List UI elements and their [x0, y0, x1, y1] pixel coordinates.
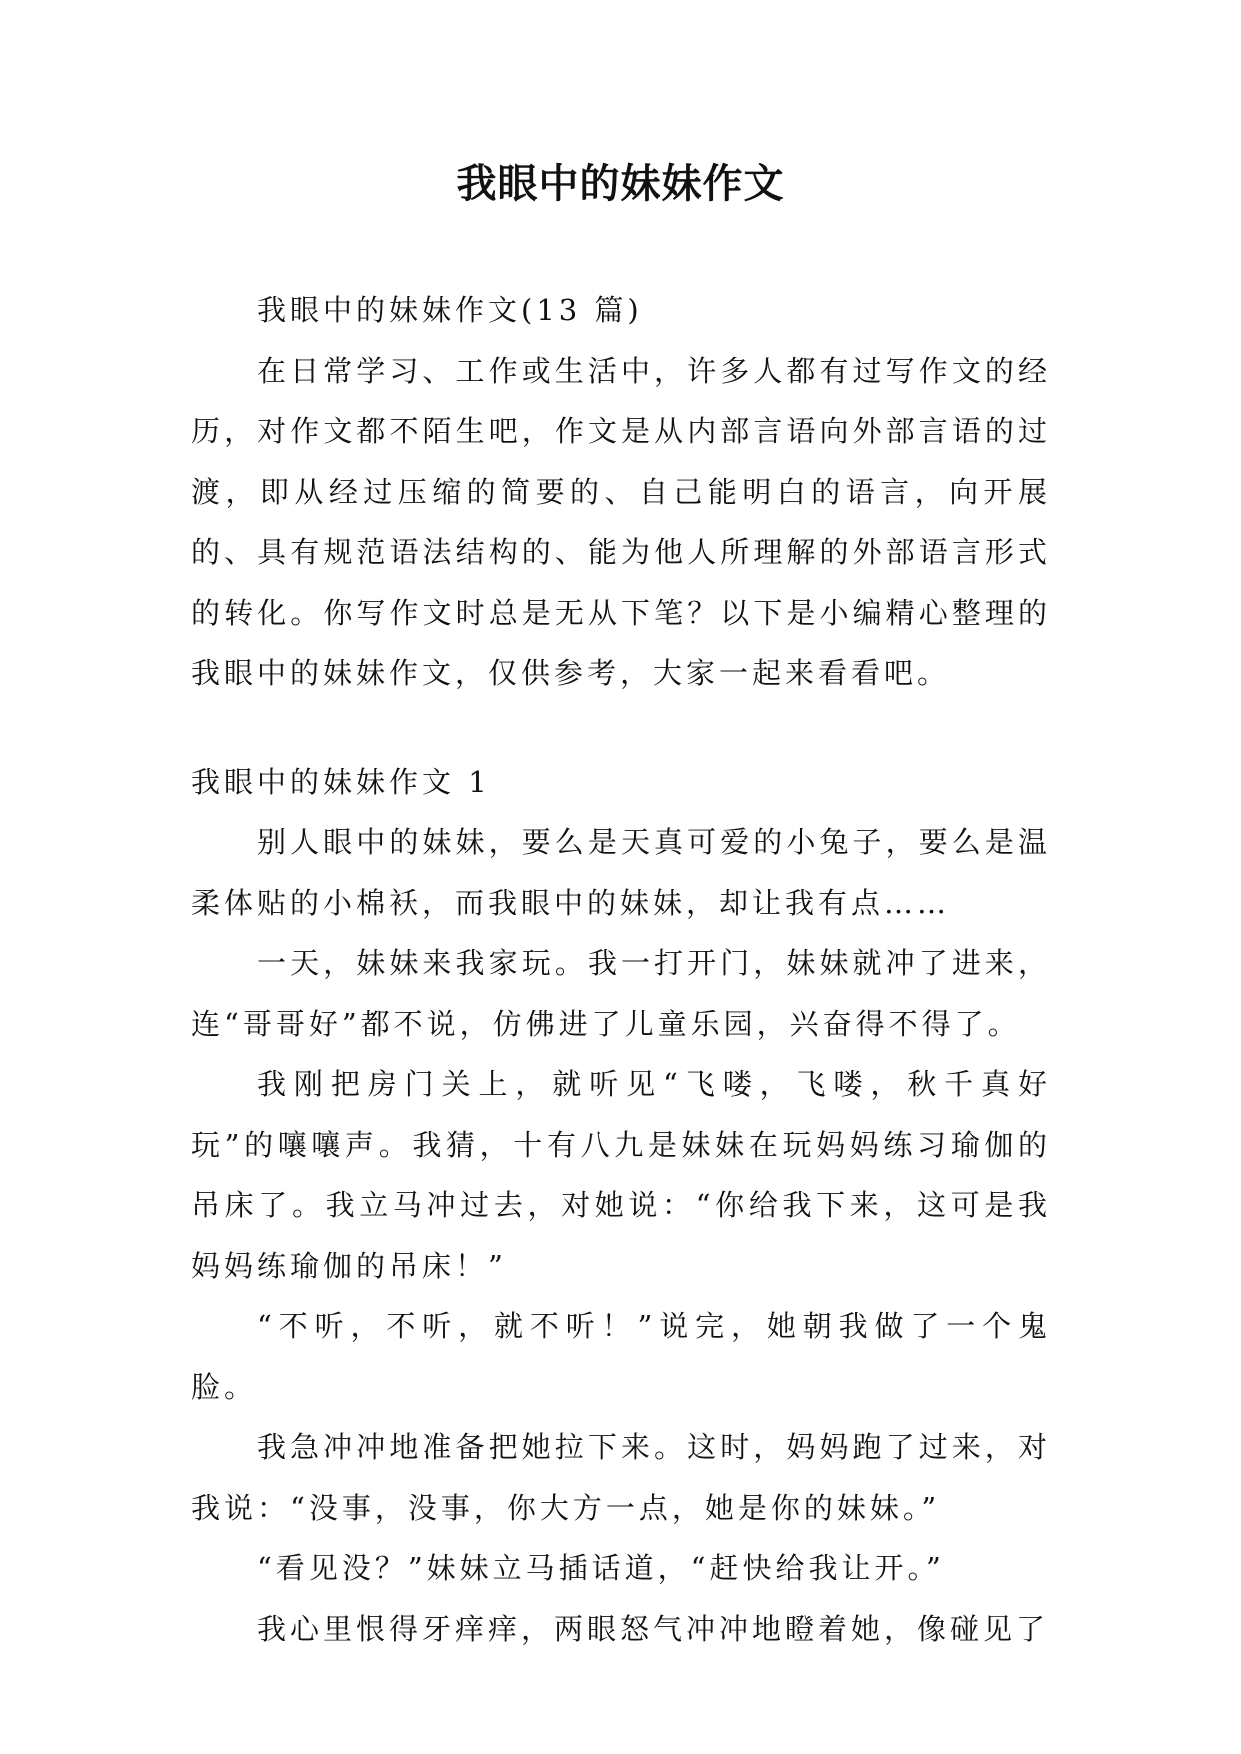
- document-body: [191, 280, 1051, 1659]
- body-paragraph: 一天，妹妹来我家玩。我一打开门，妹妹就冲了进来，连“哥哥好”都不说，仿佛进了儿童乐园，兴奋得不得了。: [191, 946, 1051, 1041]
- section-heading: 我眼中的妹妹作文 1: [191, 764, 491, 799]
- body-paragraph: 我心里恨得牙痒痒，两眼怒气冲冲地瞪着她，像碰见了: [257, 1611, 1050, 1646]
- body-paragraph: 我急冲冲地准备把她拉下来。这时，妈妈跑了过来，对我说：“没事，没事，你大方一点，她是你的妹妹。”: [191, 1430, 1051, 1525]
- body-paragraph: “看见没？”妹妹立马插话道，“赶快给我让开。”: [257, 1551, 945, 1585]
- body-paragraph: “不听，不听，就不听！”说完，她朝我做了一个鬼脸。: [191, 1309, 1051, 1404]
- body-paragraph: 我刚把房门关上，就听见“飞喽，飞喽，秋千真好玩”的嚷嚷声。我猜，十有八九是妹妹在玩妈妈练习瑜伽的吊床了。我立马冲过去，对她说：“你给我下来，这可是我妈妈练瑜伽的吊床！”: [191, 1067, 1051, 1283]
- intro-paragraph: 在日常学习、工作或生活中，许多人都有过写作文的经历，对作文都不陌生吧，作文是从内部言语向外部言语的过渡，即从经过压缩的简要的、自己能明白的语言，向开展的、具有规范语法结构的、能为他人所理解的外部语言形式的转化。你写作文时总是无从下笔？以下是小编精心整理的我眼中的妹妹作文，仅供参考，大家一起来看看吧。: [191, 353, 1051, 690]
- body-paragraph: 别人眼中的妹妹，要么是天真可爱的小兔子，要么是温柔体贴的小棉袄，而我眼中的妹妹，却让我有点……: [191, 825, 1051, 920]
- document-subtitle: 我眼中的妹妹作文(13 篇): [257, 293, 643, 327]
- document-title: 我眼中的妹妹作文: [456, 160, 785, 207]
